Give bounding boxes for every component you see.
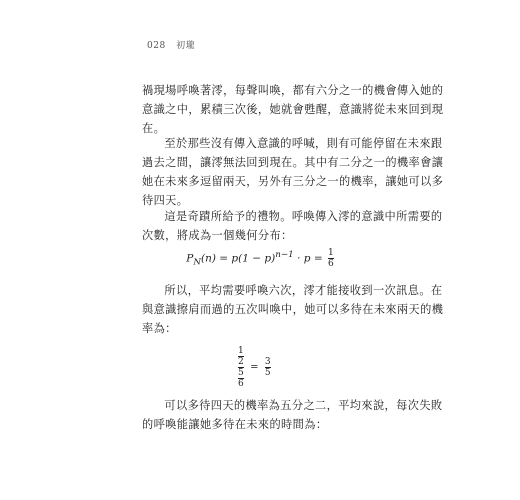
paragraph-line: 過去之間，讓澪無法回到現在。其中有二分之一的機率會讓	[142, 156, 444, 169]
paragraph-line: 所以，平均需要呼喚六次，澪才能接收到一次訊息。在	[164, 284, 443, 297]
compound-fraction	[238, 346, 244, 389]
paragraph-1	[142, 81, 444, 138]
paragraph-line: 在。	[142, 122, 166, 135]
equals-sign: =	[250, 362, 259, 373]
formula-subscript: N	[193, 257, 201, 268]
formula-fraction	[328, 248, 334, 269]
result-fraction	[265, 357, 271, 378]
fraction-numerator: 1	[327, 248, 334, 258]
probability-ratio-formula	[238, 346, 298, 389]
upper-numerator: 1	[238, 346, 244, 356]
lower-numerator: 5	[238, 368, 244, 378]
paragraph-line: 這是奇蹟所給予的禮物。呼喚傳入澪的意識中所需要的	[164, 210, 443, 223]
formula-lhs: P	[186, 252, 194, 265]
lower-denominator: 6	[238, 379, 244, 389]
paragraph-line: 與意識擦肩而過的五次叫喚中，她可以多待在未來兩天的機	[142, 303, 444, 316]
paragraph-5	[142, 396, 443, 434]
paragraph-line: 的呼喚能讓她多待在未來的時間為：	[142, 418, 328, 431]
formula-argument: (n) = p(1 − p)	[201, 252, 276, 265]
result-numerator: 3	[264, 357, 271, 367]
upper-denominator: 2	[238, 357, 244, 367]
geometric-distribution-formula	[0, 248, 520, 269]
formula-exponent: n−1	[275, 250, 294, 260]
fraction-denominator: 6	[327, 259, 334, 269]
paragraph-line: 她在未來多逗留兩天，另外有三分之一的機率，讓她可以多	[142, 175, 444, 188]
paragraph-line: 待四天。	[142, 194, 189, 207]
paragraph-line: 至於那些沒有傳入意識的呼喊，則有可能停留在未來跟	[164, 137, 443, 150]
paragraph-line: 率為：	[142, 322, 177, 335]
paragraph-3	[142, 207, 443, 245]
paragraph-4	[142, 281, 444, 338]
upper-fraction	[238, 346, 244, 367]
paragraph-line: 意識之中，累積三次後，她就會甦醒，意識將從未來回到現	[142, 103, 444, 116]
paragraph-line: 禍現場呼喚著澪，每聲叫喚，都有六分之一的機會傳入她的	[142, 84, 444, 97]
page-number: 028	[147, 41, 166, 51]
chapter-title: 初瓏	[176, 41, 196, 51]
paragraph-2	[142, 134, 444, 210]
paragraph-line: 可以多待四天的機率為五分之二，平均來說，每次失敗	[164, 399, 443, 412]
formula-middle: · p =	[293, 252, 326, 265]
result-denominator: 5	[264, 368, 271, 378]
lower-fraction	[238, 368, 244, 389]
paragraph-line: 次數，將成為一個幾何分布：	[142, 229, 293, 242]
running-header	[147, 38, 195, 51]
